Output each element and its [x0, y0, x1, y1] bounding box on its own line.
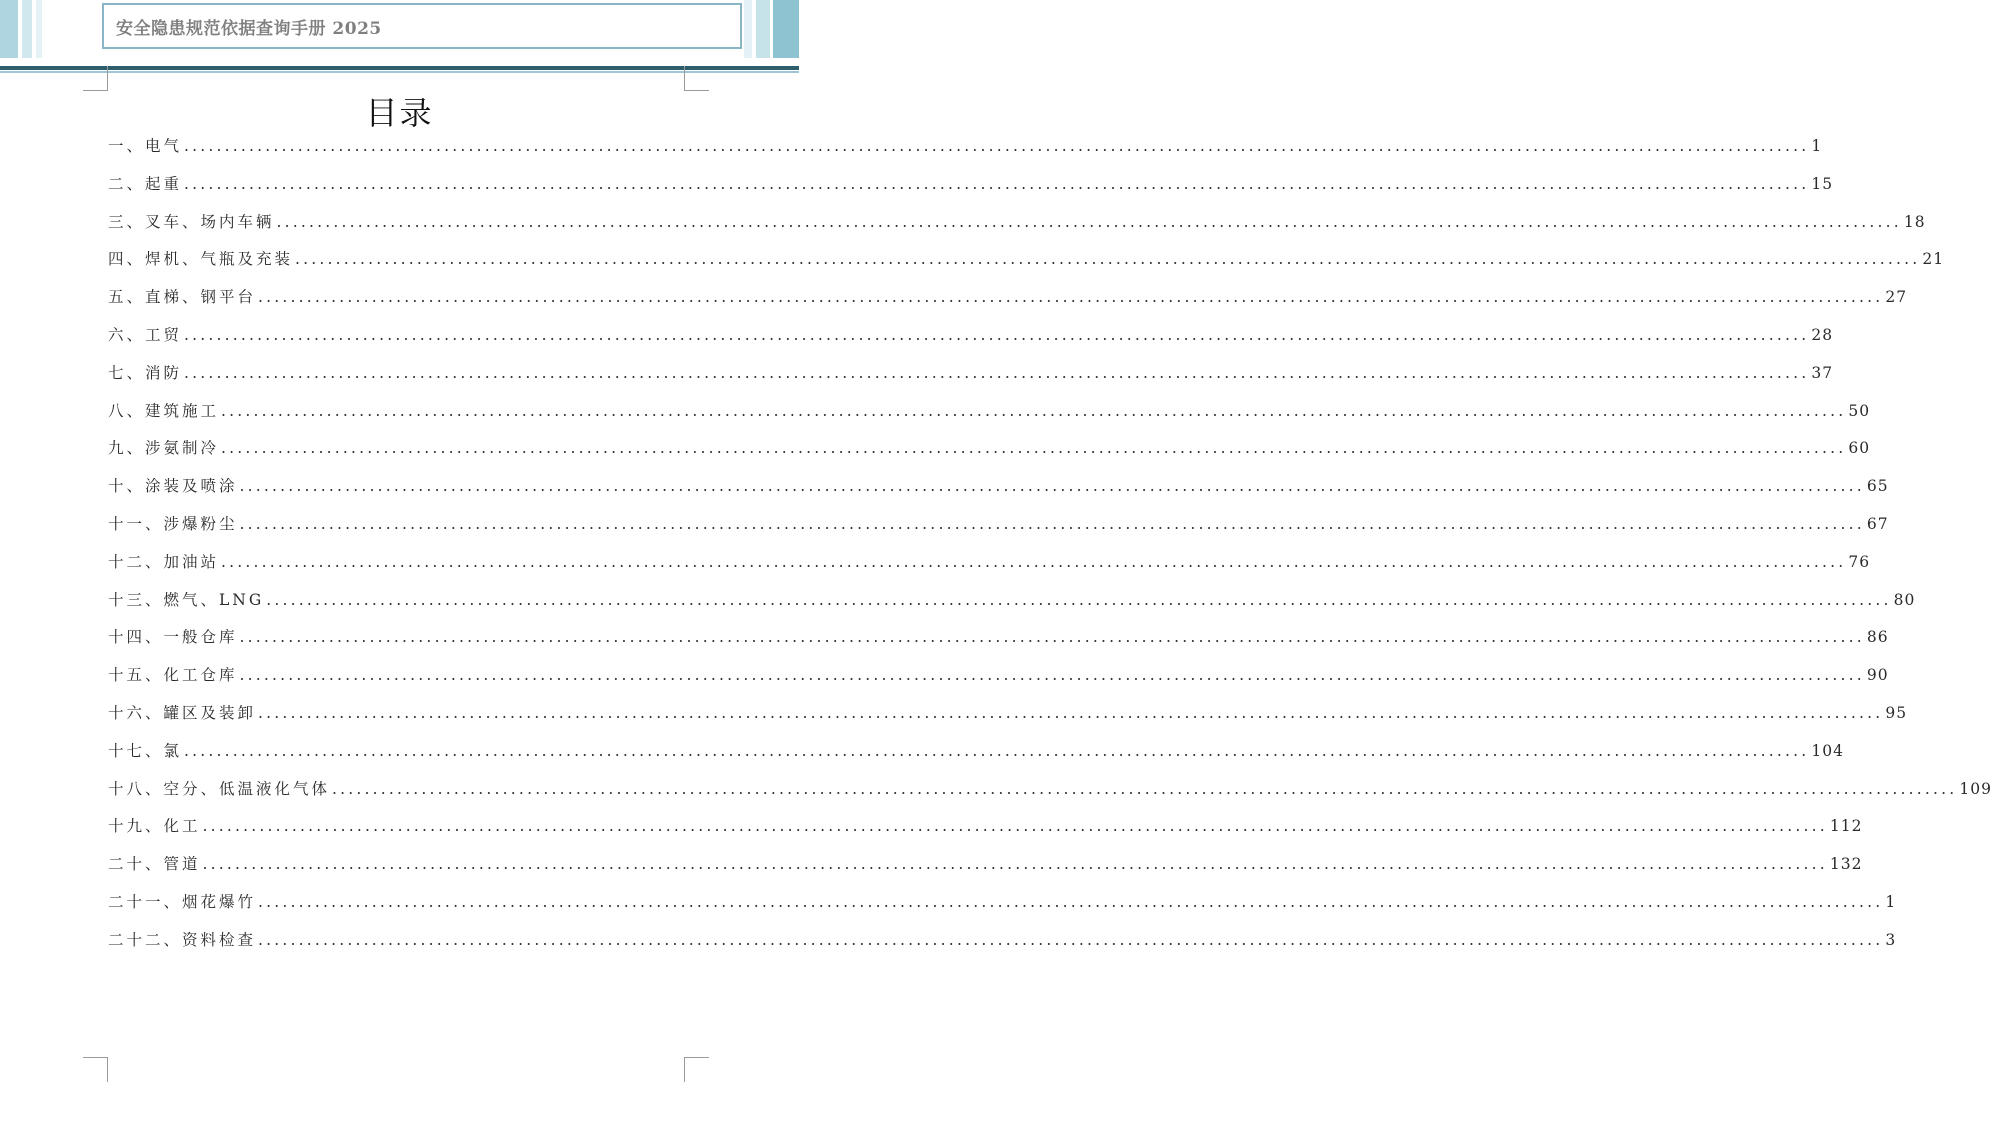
toc-entry-page: 65: [1866, 477, 1889, 496]
toc-entry-page: 95: [1885, 703, 1908, 722]
toc-dot-leader: ........................................................................................................................................................................................................: [184, 137, 1810, 155]
header-rule: [0, 66, 799, 70]
toc-entry[interactable]: [108, 204, 1926, 242]
toc-entry-page: 21: [1922, 250, 1945, 269]
toc-entry-label: 十二、加油站: [108, 552, 220, 571]
toc-entry-page: 15: [1811, 174, 1834, 193]
header-title-box: [102, 3, 742, 49]
toc-entry-label: 十、涂装及喷涂: [108, 477, 238, 496]
toc-dot-leader: ........................................................................................................................................................................................................: [221, 401, 1847, 420]
toc-dot-leader: ........................................................................................................................................................................................................: [184, 741, 1810, 760]
toc-entry-page: 3: [1885, 930, 1897, 949]
toc-entry-label: 十一、涉爆粉尘: [108, 514, 238, 533]
toc-entry-page: 76: [1848, 552, 1871, 571]
toc-entry-page: 50: [1848, 401, 1871, 420]
toc-title: 目录: [365, 94, 434, 132]
table-of-contents: [108, 128, 1992, 960]
toc-dot-leader: ........................................................................................................................................................................................................: [184, 363, 1810, 382]
toc-entry-label: 十五、化工仓库: [108, 666, 238, 685]
toc-entry[interactable]: [108, 619, 1889, 657]
toc-dot-leader: ........................................................................................................................................................................................................: [221, 439, 1847, 458]
toc-entry[interactable]: [108, 279, 1908, 317]
toc-entry-label: 九、涉氨制冷: [108, 439, 220, 458]
toc-dot-leader: ........................................................................................................................................................................................................: [258, 930, 1884, 949]
toc-dot-leader: ........................................................................................................................................................................................................: [258, 288, 1884, 307]
toc-entry-page: 67: [1866, 514, 1889, 533]
header-rule-thin: [0, 71, 799, 73]
toc-entry-label: 十七、氯: [108, 741, 183, 760]
toc-entry-label: 四、焊机、气瓶及充装: [108, 250, 294, 269]
toc-dot-leader: ........................................................................................................................................................................................................: [258, 703, 1884, 722]
toc-entry[interactable]: [108, 544, 1871, 582]
toc-entry-page: 60: [1848, 439, 1871, 458]
toc-entry-page: 37: [1811, 363, 1834, 382]
toc-dot-leader: ........................................................................................................................................................................................................: [239, 477, 1865, 496]
decor-stripe: [36, 0, 42, 58]
toc-entry[interactable]: [108, 695, 1908, 733]
toc-dot-leader: ........................................................................................................................................................................................................: [239, 666, 1865, 685]
toc-dot-leader: ........................................................................................................................................................................................................: [202, 855, 1828, 874]
toc-dot-leader: ........................................................................................................................................................................................................: [295, 250, 1921, 269]
decor-stripe: [0, 0, 18, 58]
toc-dot-leader: ........................................................................................................................................................................................................: [258, 892, 1884, 911]
toc-entry-page: 90: [1866, 666, 1889, 685]
toc-entry[interactable]: [108, 846, 1863, 884]
toc-entry-page: 28: [1811, 325, 1834, 344]
decor-stripe: [773, 0, 799, 58]
toc-dot-leader: ........................................................................................................................................................................................................: [221, 552, 1847, 571]
toc-dot-leader: ........................................................................................................................................................................................................: [276, 212, 1902, 231]
toc-entry-label: 八、建筑施工: [108, 401, 220, 420]
toc-entry-label: 七、消防: [108, 363, 183, 382]
toc-entry-label: 五、直梯、钢平台: [108, 288, 257, 307]
toc-entry-page: 1: [1811, 137, 1823, 155]
toc-entry[interactable]: [108, 506, 1889, 544]
toc-entry-label: 一、电气: [108, 137, 183, 155]
toc-dot-leader: ........................................................................................................................................................................................................: [202, 817, 1828, 836]
toc-entry-label: 十八、空分、低温液化气体: [108, 779, 331, 798]
toc-entry-page: 109: [1959, 779, 1992, 798]
toc-dot-leader: ........................................................................................................................................................................................................: [239, 628, 1865, 647]
toc-entry-label: 二十一、烟花爆竹: [108, 892, 257, 911]
toc-entry[interactable]: [108, 771, 1992, 809]
toc-entry[interactable]: [108, 241, 1945, 279]
toc-entry-label: 十三、燃气、LNG: [108, 590, 265, 609]
toc-entry-page: 27: [1885, 288, 1908, 307]
toc-entry-page: 86: [1866, 628, 1889, 647]
toc-entry-label: 六、工贸: [108, 325, 183, 344]
crop-mark-bottom-right: [684, 1057, 709, 1082]
toc-dot-leader: ........................................................................................................................................................................................................: [184, 325, 1810, 344]
toc-entry[interactable]: [108, 922, 1897, 960]
decor-stripe: [22, 0, 32, 58]
page-header: [0, 0, 799, 75]
decor-stripe: [744, 0, 752, 58]
toc-dot-leader: ........................................................................................................................................................................................................: [184, 174, 1810, 193]
toc-entry[interactable]: [108, 393, 1871, 431]
toc-entry[interactable]: [108, 582, 1916, 620]
toc-entry[interactable]: [108, 166, 1834, 204]
toc-entry-label: 二十、管道: [108, 855, 201, 874]
toc-entry-label: 十四、一般仓库: [108, 628, 238, 647]
toc-entry[interactable]: [108, 128, 1823, 166]
toc-dot-leader: ........................................................................................................................................................................................................: [332, 779, 1958, 798]
toc-entry-page: 104: [1811, 741, 1845, 760]
toc-entry-page: 18: [1903, 212, 1926, 231]
header-title: 安全隐患规范依据查询手册 2025: [116, 19, 382, 39]
toc-entry[interactable]: [108, 317, 1834, 355]
toc-entry-label: 三、叉车、场内车辆: [108, 212, 275, 231]
decor-stripe: [756, 0, 770, 58]
toc-entry[interactable]: [108, 355, 1834, 393]
toc-entry-label: 十六、罐区及装卸: [108, 703, 257, 722]
toc-dot-leader: ........................................................................................................................................................................................................: [266, 590, 1892, 609]
toc-entry[interactable]: [108, 657, 1889, 695]
toc-entry[interactable]: [108, 808, 1863, 846]
toc-entry-label: 十九、化工: [108, 817, 201, 836]
toc-entry[interactable]: [108, 430, 1871, 468]
toc-entry-label: 二、起重: [108, 174, 183, 193]
toc-entry-page: 132: [1829, 855, 1863, 874]
toc-entry-page: 80: [1893, 590, 1916, 609]
crop-mark-bottom-left: [83, 1057, 108, 1082]
toc-entry[interactable]: [108, 733, 1845, 771]
toc-entry-page: 112: [1829, 817, 1863, 836]
toc-entry-label: 二十二、资料检查: [108, 930, 257, 949]
toc-entry[interactable]: [108, 468, 1889, 506]
toc-entry[interactable]: [108, 884, 1897, 922]
toc-dot-leader: ........................................................................................................................................................................................................: [239, 514, 1865, 533]
toc-entry-page: 1: [1885, 892, 1897, 911]
